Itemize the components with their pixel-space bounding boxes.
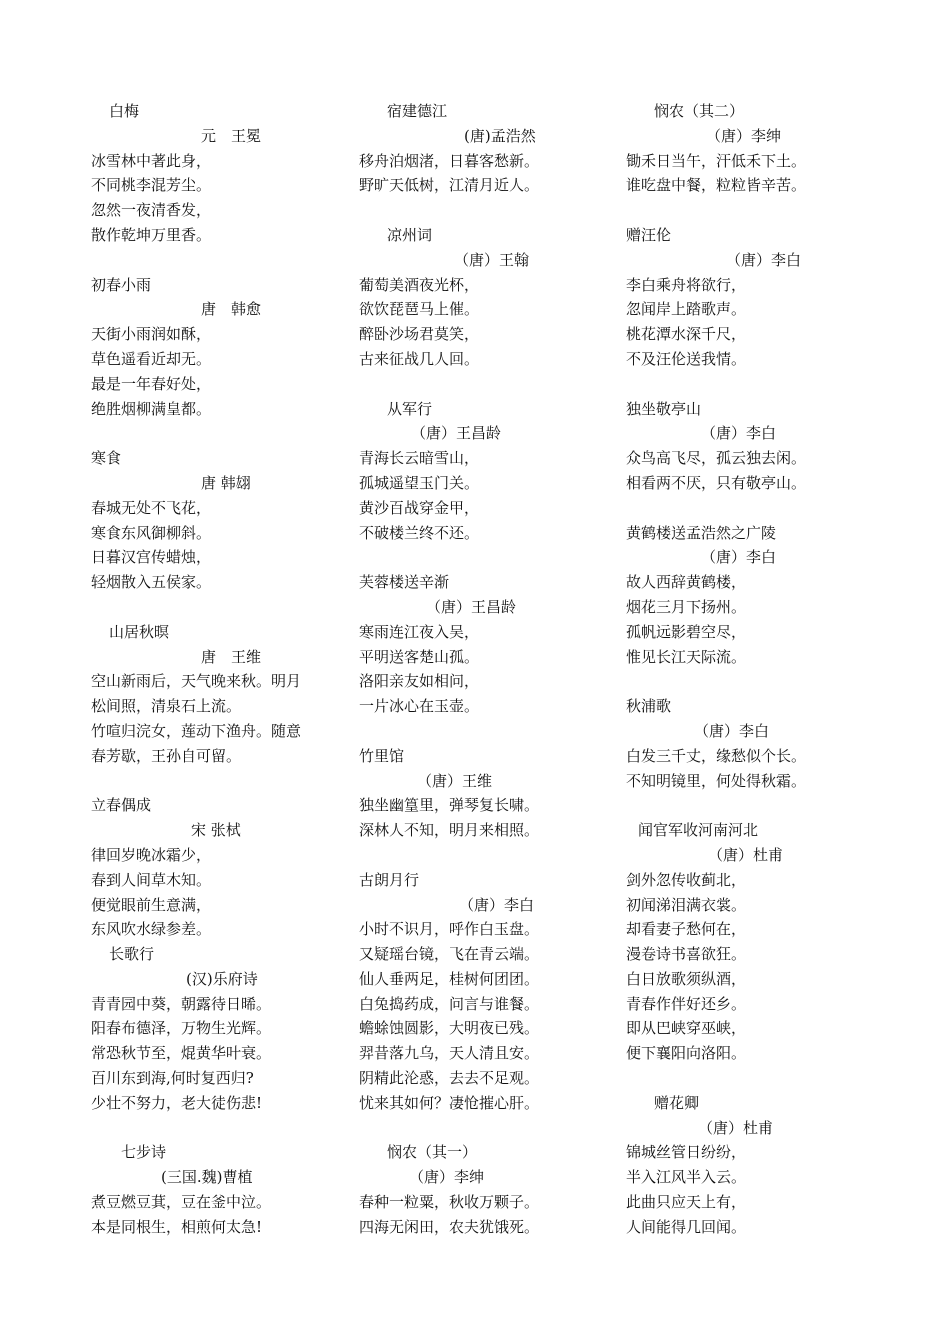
poem-author: （唐）李绅 xyxy=(409,1168,485,1187)
poem-line: 醉卧沙场君莫笑， xyxy=(359,325,480,344)
poem xyxy=(359,223,619,372)
poem-spacer xyxy=(359,198,619,223)
poem-line: 不及汪伦送我情。 xyxy=(626,349,747,368)
poem-line: 最是一年春好处， xyxy=(91,374,212,393)
poem-line: 春城无处不飞花， xyxy=(91,498,212,517)
poem-author: （唐）李白 xyxy=(459,895,535,914)
poem-author: （唐）杜甫 xyxy=(708,845,784,864)
poem-author: (汉)乐府诗 xyxy=(186,969,258,988)
poem-spacer xyxy=(91,769,351,794)
poem-line: 阳春布德泽，万物生光辉。 xyxy=(91,1019,272,1038)
poem-title: 长歌行 xyxy=(109,945,155,964)
poem-line: 蟾蜍蚀圆影，大明夜已残。 xyxy=(359,1019,540,1038)
poem-line: 一片冰心在玉壶。 xyxy=(359,697,480,716)
poem xyxy=(626,818,886,1066)
poem-line: 葡萄美酒夜光杯， xyxy=(359,275,480,294)
poem-line: 忽然一夜清香发， xyxy=(91,201,212,220)
poem xyxy=(626,397,886,496)
poem-title: 竹里馆 xyxy=(359,746,405,765)
poem-author: (三国.魏)曹植 xyxy=(161,1168,253,1187)
poem-line: 独坐幽篁里，弹琴复长啸。 xyxy=(359,796,540,815)
poem-author: （唐）王昌龄 xyxy=(426,597,517,616)
poem-line: 即从巴峡穿巫峡， xyxy=(626,1019,747,1038)
poem-line: 白发三千丈，缘愁似个长。 xyxy=(626,746,807,765)
poem-title: 白梅 xyxy=(109,102,140,120)
poem-line: 冰雪林中著此身， xyxy=(91,151,212,170)
poem xyxy=(359,570,619,719)
poem xyxy=(626,223,886,372)
poem-line: 草色遥看近却无。 xyxy=(91,349,212,368)
poem-title: 独坐敬亭山 xyxy=(626,399,702,418)
poem-line: 古来征战几人回。 xyxy=(359,349,480,368)
poem xyxy=(626,694,886,793)
poem-author: （唐）李白 xyxy=(694,721,770,740)
poem-title: 立春偶成 xyxy=(91,796,152,815)
poem xyxy=(359,744,619,843)
poem-line: 春到人间草木知。 xyxy=(91,870,212,889)
poem-author: (唐)孟浩然 xyxy=(464,126,536,145)
poem-spacer xyxy=(359,545,619,570)
poem-line: 移舟泊烟渚，日暮客愁新。 xyxy=(359,151,540,170)
poem-column-1 xyxy=(91,99,351,1240)
poem-line: 众鸟高飞尽，孤云独去闲。 xyxy=(626,449,807,468)
poem-spacer xyxy=(626,198,886,223)
poem-line: 初闻涕泪满衣裳。 xyxy=(626,895,747,914)
poem-line: 青春作伴好还乡。 xyxy=(626,994,747,1013)
poem-column-2 xyxy=(359,99,619,1240)
poem xyxy=(91,793,351,942)
poem-line: 空山新雨后，天气晚来秋。明月 xyxy=(91,672,302,691)
poem xyxy=(91,1140,351,1239)
poem-spacer xyxy=(359,1116,619,1141)
poem-line: 谁吃盘中餐，粒粒皆辛苦。 xyxy=(626,176,807,195)
poem-title: 黄鹤楼送孟浩然之广陵 xyxy=(626,523,777,542)
poem-line: 忧来其如何？凄怆摧心肝。 xyxy=(359,1093,540,1112)
poem-line: 故人西辞黄鹤楼， xyxy=(626,573,747,592)
poem-line: 天街小雨润如酥， xyxy=(91,325,212,344)
poem-line: 人间能得几回闻。 xyxy=(626,1217,747,1236)
poem-line: 本是同根生，相煎何太急! xyxy=(91,1217,263,1236)
poem-line: 惟见长江天际流。 xyxy=(626,647,747,666)
poem xyxy=(91,273,351,422)
poem-spacer xyxy=(626,496,886,521)
poem-title: 从军行 xyxy=(387,399,433,418)
poem-spacer xyxy=(359,719,619,744)
poem-line: 青青园中葵，朝露待日晞。 xyxy=(91,994,272,1013)
poem-spacer xyxy=(626,1066,886,1091)
poem xyxy=(91,942,351,1116)
poem-line: 春芳歇，王孙自可留。 xyxy=(91,746,242,765)
poem-title: 赠汪伦 xyxy=(626,225,672,244)
poem-line: 四海无闲田，农夫犹饿死。 xyxy=(359,1217,540,1236)
poem-line: 常恐秋节至，焜黄华叶衰。 xyxy=(91,1044,272,1063)
poem-spacer xyxy=(626,793,886,818)
poem-line: 此曲只应天上有， xyxy=(626,1193,747,1212)
poem-line: 青海长云暗雪山， xyxy=(359,449,480,468)
poem-line: 小时不识月，呼作白玉盘。 xyxy=(359,920,540,939)
poem-spacer xyxy=(91,595,351,620)
poem-title: 宿建德江 xyxy=(387,102,448,120)
poem-author: 元 王冕 xyxy=(201,126,262,145)
poem-title: 寒食 xyxy=(91,449,122,468)
poem-line: 剑外忽传收蓟北， xyxy=(626,870,747,889)
poem-title: 古朗月行 xyxy=(359,870,420,889)
poem-line: 竹喧归浣女，莲动下渔舟。随意 xyxy=(91,721,302,740)
poem-line: 黄沙百战穿金甲， xyxy=(359,498,480,517)
poem-line: 百川东到海,何时复西归? xyxy=(91,1069,254,1088)
poem-line: 洛阳亲友如相问， xyxy=(359,672,480,691)
poem-author: （唐）李白 xyxy=(701,548,777,567)
poem xyxy=(91,620,351,769)
poem-line: 孤城遥望玉门关。 xyxy=(359,473,480,492)
poem-author: 唐 王维 xyxy=(201,647,262,666)
poem-line: 煮豆燃豆萁，豆在釜中泣。 xyxy=(91,1193,272,1212)
poem-title: 闻官军收河南河北 xyxy=(638,821,759,840)
poem-line: 白日放歌须纵酒， xyxy=(626,969,747,988)
poem-line: 春种一粒粟，秋收万颗子。 xyxy=(359,1193,540,1212)
poem-line: 不同桃李混芳尘。 xyxy=(91,176,212,195)
poem xyxy=(91,99,351,248)
poem xyxy=(626,1091,886,1240)
poem-line: 寒食东风御柳斜。 xyxy=(91,523,212,542)
poem-title: 初春小雨 xyxy=(91,275,152,294)
poem-line: 平明送客楚山孤。 xyxy=(359,647,480,666)
poem-title: 悯农（其一） xyxy=(387,1143,478,1162)
poem-line: 日暮汉宫传蜡烛， xyxy=(91,548,212,567)
poem-line: 野旷天低树，江清月近人。 xyxy=(359,176,540,195)
poem xyxy=(359,1140,619,1239)
poem-author: （唐）李白 xyxy=(726,250,802,269)
poem-spacer xyxy=(91,1116,351,1141)
poem-line: 便下襄阳向洛阳。 xyxy=(626,1044,747,1063)
poem-title: 七步诗 xyxy=(121,1143,167,1162)
poem-author: （唐）李白 xyxy=(701,424,777,443)
poem xyxy=(359,868,619,1116)
poem-author: 唐 韩愈 xyxy=(201,300,262,319)
poem-line: 律回岁晚冰霜少， xyxy=(91,845,212,864)
poem-line: 忽闻岸上踏歌声。 xyxy=(626,300,747,319)
poem-line: 白兔捣药成，问言与谁餐。 xyxy=(359,994,540,1013)
poem-line: 便觉眼前生意满， xyxy=(91,895,212,914)
poem-line: 李白乘舟将欲行， xyxy=(626,275,747,294)
poem-spacer xyxy=(359,843,619,868)
poem-line: 羿昔落九乌，天人清且安。 xyxy=(359,1044,540,1063)
poem-line: 不破楼兰终不还。 xyxy=(359,523,480,542)
poem-line: 少壮不努力，老大徒伤悲! xyxy=(91,1093,263,1112)
poem-line: 仙人垂两足，桂树何团团。 xyxy=(359,969,540,988)
poem-line: 又疑瑶台镜，飞在青云端。 xyxy=(359,945,540,964)
poem-title: 秋浦歌 xyxy=(626,697,672,716)
poem xyxy=(626,99,886,198)
poem-author: 宋 张栻 xyxy=(191,821,241,840)
poem-line: 烟花三月下扬州。 xyxy=(626,597,747,616)
poem-spacer xyxy=(91,248,351,273)
poem-line: 孤帆远影碧空尽， xyxy=(626,622,747,641)
poem-line: 半入江风半入云。 xyxy=(626,1168,747,1187)
poem-title: 山居秋暝 xyxy=(109,622,170,641)
poem-line: 阴精此沦惑，去去不足观。 xyxy=(359,1069,540,1088)
poem-line: 轻烟散入五侯家。 xyxy=(91,573,212,592)
poem-author: 唐 韩翃 xyxy=(201,473,251,492)
poem xyxy=(91,446,351,595)
poem xyxy=(359,397,619,546)
poem-line: 锦城丝管日纷纷， xyxy=(626,1143,747,1162)
poem-spacer xyxy=(626,669,886,694)
poem-title: 赠花卿 xyxy=(654,1093,700,1112)
poem-line: 松间照，清泉石上流。 xyxy=(91,697,242,716)
poem-line: 锄禾日当午，汗低禾下土。 xyxy=(626,151,807,170)
poem-line: 欲饮琵琶马上催。 xyxy=(359,300,480,319)
poem-author: （唐）杜甫 xyxy=(698,1118,774,1137)
poem-line: 却看妻子愁何在， xyxy=(626,920,747,939)
poem-author: （唐）王翰 xyxy=(454,250,530,269)
poem-line: 绝胜烟柳满皇都。 xyxy=(91,399,212,418)
poem-line: 东风吹水绿参差。 xyxy=(91,920,212,939)
poem-title: 芙蓉楼送辛渐 xyxy=(359,573,450,592)
poem-line: 相看两不厌，只有敬亭山。 xyxy=(626,473,807,492)
poem-title: 悯农（其二） xyxy=(654,102,745,120)
poem xyxy=(626,521,886,670)
poem-line: 桃花潭水深千尺， xyxy=(626,325,747,344)
poem-spacer xyxy=(359,372,619,397)
poem-spacer xyxy=(626,372,886,397)
poem-title: 凉州词 xyxy=(387,225,433,244)
poem xyxy=(359,99,619,198)
poem-author: （唐）王昌龄 xyxy=(411,424,502,443)
poem-spacer xyxy=(91,421,351,446)
poem-column-3 xyxy=(626,99,886,1240)
poem-author: （唐）李绅 xyxy=(706,126,782,145)
poem-line: 漫卷诗书喜欲狂。 xyxy=(626,945,747,964)
poem-author: （唐）王维 xyxy=(417,771,493,790)
poem-line: 散作乾坤万里香。 xyxy=(91,225,212,244)
poem-line: 寒雨连江夜入吴， xyxy=(359,622,480,641)
poem-line: 不知明镜里，何处得秋霜。 xyxy=(626,771,807,790)
poem-line: 深林人不知，明月来相照。 xyxy=(359,821,540,840)
